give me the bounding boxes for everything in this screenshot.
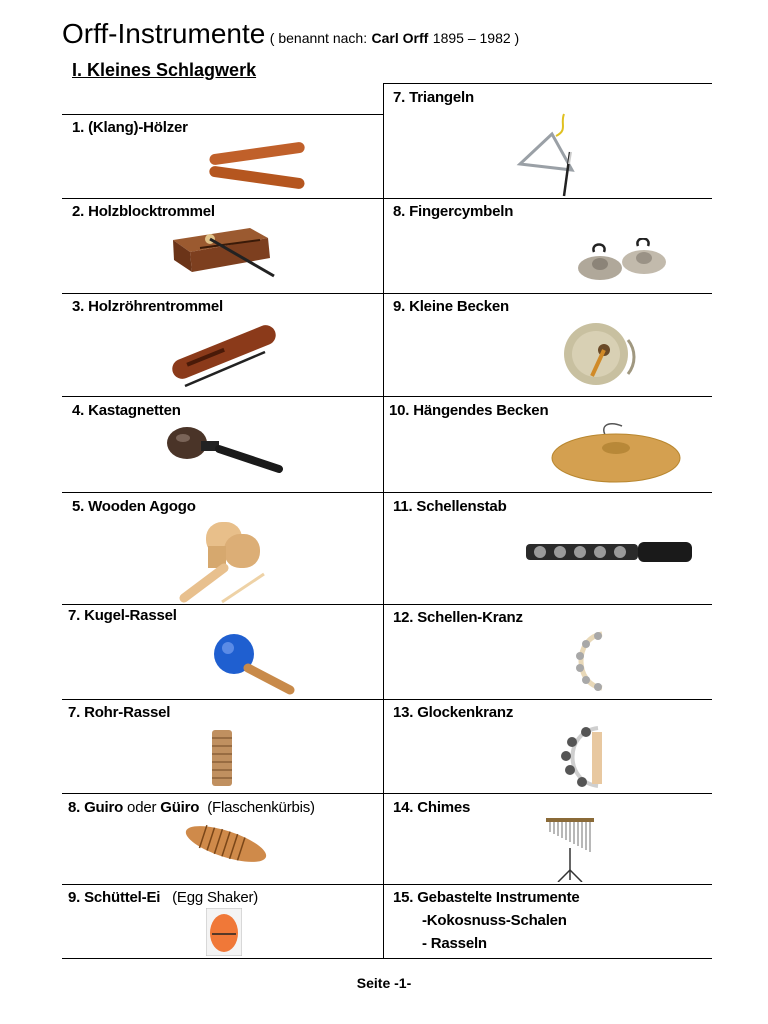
right-label-6: 12. Schellen-Kranz: [393, 609, 523, 626]
title-sub-pre: ( benannt nach:: [269, 30, 368, 46]
left-label-4: 4. Kastagnetten: [72, 402, 181, 419]
left-label-9-b: (Egg Shaker): [172, 889, 259, 906]
right-label-7: 13. Glockenkranz: [393, 704, 514, 721]
tube-drum-icon: [165, 318, 283, 390]
left-label-8-c: Güiro: [160, 799, 200, 816]
right-label-9-line2: -Kokosnuss-Schalen: [422, 912, 567, 929]
left-label-9-a: 9. Schüttel-Ei: [68, 889, 161, 906]
left-label-3: 3. Holzröhrentrommel: [72, 298, 224, 315]
right-label-9: 15. Gebastelte Instrumente: [393, 889, 580, 906]
wood-block-icon: [170, 222, 280, 280]
left-label-2: 2. Holzblocktrommel: [72, 203, 215, 220]
tube-shaker-icon: [210, 728, 236, 788]
left-label-8-d: (Flaschenkürbis): [207, 799, 315, 816]
left-label-8: [68, 799, 315, 816]
right-label-5: 11. Schellenstab: [393, 498, 507, 515]
guiro-icon: [182, 818, 272, 872]
page-footer: Seite -1-: [356, 975, 412, 991]
right-label-9-line3: - Rasseln: [422, 935, 487, 952]
right-label-4: 10. Hängendes Becken: [389, 402, 549, 419]
left-label-5: 5. Wooden Agogo: [72, 498, 196, 515]
castanet-icon: [165, 423, 283, 475]
title-main: Orff-Instrumente: [62, 18, 266, 49]
agogo-icon: [178, 516, 268, 604]
triangle-icon: [512, 112, 590, 198]
jingle-ring-icon: [572, 630, 612, 692]
left-label-6: 7. Kugel-Rassel: [68, 607, 177, 624]
right-label-8: 14. Chimes: [393, 799, 471, 816]
suspended-cymbal-icon: [550, 418, 682, 486]
chimes-icon: [544, 816, 596, 882]
left-label-1: 1. (Klang)-Hölzer: [72, 119, 188, 136]
egg-shaker-icon: [206, 908, 242, 956]
left-label-9: [68, 889, 258, 906]
finger-cymbals-icon: [576, 238, 674, 288]
bell-ring-icon: [556, 722, 612, 792]
right-label-1: 7. Triangeln: [393, 89, 474, 106]
title-sub-name: Carl Orff: [371, 30, 429, 46]
left-label-7: 7. Rohr-Rassel: [68, 704, 171, 721]
right-label-2: 8. Fingercymbeln: [393, 203, 514, 220]
left-label-8-a: 8. Guiro: [68, 799, 124, 816]
maraca-icon: [210, 630, 298, 698]
page-title: [62, 18, 519, 50]
right-label-3: 9. Kleine Becken: [393, 298, 510, 315]
left-label-8-b: oder: [123, 799, 161, 816]
claves-icon: [205, 142, 307, 194]
section-title: I. Kleines Schlagwerk: [72, 60, 257, 80]
small-cymbals-icon: [562, 320, 636, 388]
title-sub-years: 1895 – 1982 ): [432, 30, 520, 46]
jingle-stick-icon: [526, 538, 694, 568]
